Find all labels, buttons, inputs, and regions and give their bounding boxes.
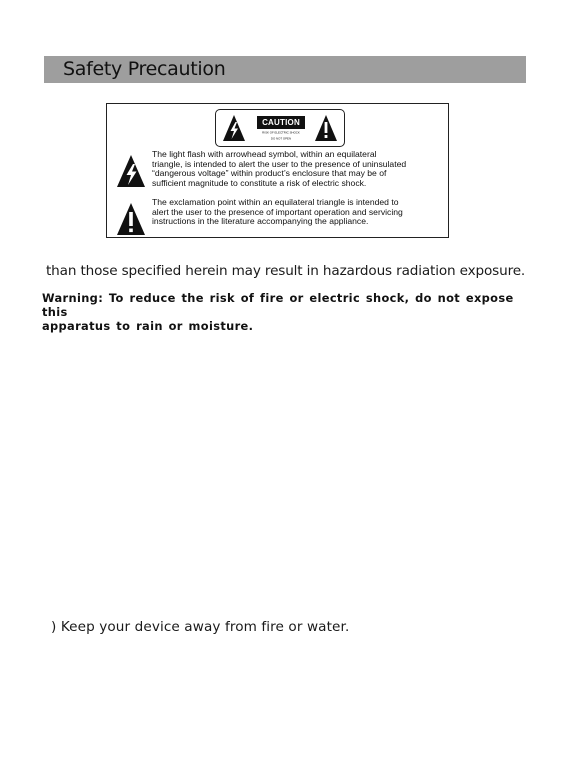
fire-water-tip: ) Keep your device away from fire or water. — [51, 619, 350, 635]
caution-label — [215, 109, 345, 147]
description-line: “dangerous voltage” within product’s enclosure that may be of — [152, 168, 387, 179]
exclamation-symbol-explanation — [116, 198, 446, 234]
section-title: Safety Precaution — [63, 58, 226, 80]
caution-word: CAUTION — [257, 116, 305, 129]
warning-line: Warning: To reduce the risk of fire or electric shock, do not expose this — [42, 291, 514, 319]
caution-subtext-line2: DO NOT OPEN — [270, 137, 292, 141]
description-line: triangle, is intended to alert the user to the presence of uninsulated — [152, 158, 407, 169]
safety-symbols-notice — [106, 103, 449, 238]
warning-text — [42, 291, 526, 333]
caution-text-block — [257, 116, 305, 141]
exclamation-triangle-icon — [116, 202, 146, 236]
description-line: alert the user to the presence of important operation and servicing — [152, 206, 403, 217]
radiation-exposure-text: than those specified herein may result in hazardous radiation exposure. — [46, 263, 526, 279]
lightning-triangle-icon — [116, 154, 146, 188]
caution-subtext-line1: RISK OF ELECTRIC SHOCK — [262, 131, 300, 135]
description-line: The light flash with arrowhead symbol, within an equilateral — [152, 149, 377, 159]
lightning-symbol-explanation — [116, 150, 446, 192]
exclamation-symbol-description — [152, 198, 448, 227]
description-line: instructions in the literature accompanying the appliance. — [152, 216, 369, 227]
description-line: sufficient magnitude to constitute a risk of electric shock. — [152, 177, 367, 188]
warning-line: apparatus to rain or moisture. — [42, 319, 254, 333]
description-line: The exclamation point within an equilateral triangle is intended to — [152, 197, 399, 207]
exclamation-triangle-icon — [314, 114, 338, 142]
lightning-symbol-description — [152, 150, 448, 188]
section-header-bar — [44, 56, 526, 83]
lightning-triangle-icon — [222, 114, 246, 142]
